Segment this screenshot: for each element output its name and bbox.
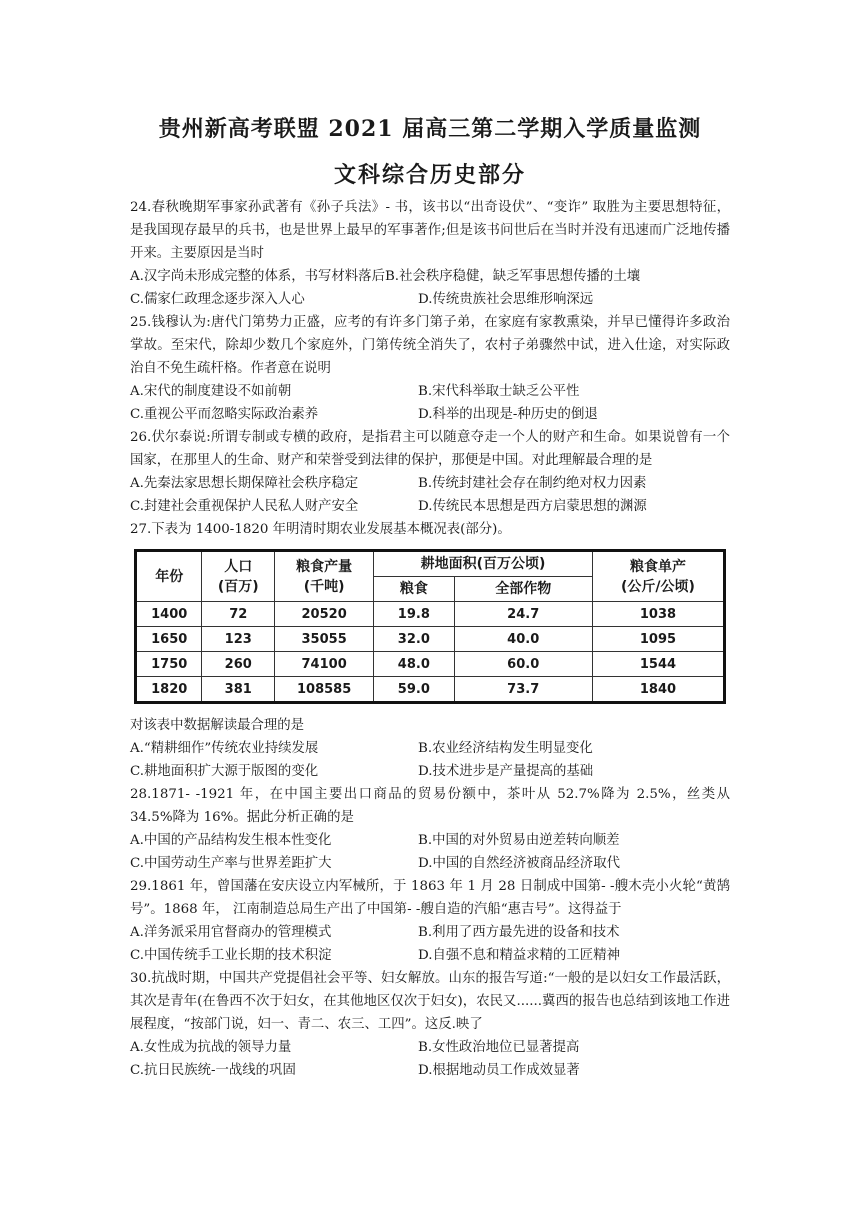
cell-year: 1820 bbox=[136, 677, 202, 703]
question-29-options-row1 bbox=[130, 921, 730, 944]
option-25-c: C.重视公平而忽略实际政治素养 bbox=[130, 407, 319, 422]
option-26-a: A.先秦法家思想长期保障社会秩序稳定 bbox=[130, 476, 359, 491]
header-grain-yield-label: 粮食单产 bbox=[629, 558, 686, 575]
question-24-options-row2 bbox=[130, 288, 730, 311]
header-area-all-crops: 全部作物 bbox=[454, 577, 592, 602]
question-27-stem: 27.下表为 1400-1820 年明清时期农业发展基本概况表(部分)。 bbox=[130, 522, 511, 537]
option-26-d: D.传统民本思想是西方启蒙思想的渊源 bbox=[418, 499, 647, 514]
option-28-b: B.中国的对外贸易由逆差转向顺差 bbox=[418, 833, 620, 848]
option-27-b: B.农业经济结构发生明显变化 bbox=[418, 741, 593, 756]
cell-area-all: 40.0 bbox=[454, 627, 592, 652]
option-27-c: C.耕地面积扩大源于版图的变化 bbox=[130, 764, 319, 779]
option-27-d: D.技术进步是产量提高的基础 bbox=[418, 764, 594, 779]
cell-population: 123 bbox=[202, 627, 275, 652]
option-30-a: A.女性成为抗战的领导力量 bbox=[130, 1040, 292, 1055]
table-row bbox=[136, 627, 725, 652]
question-26-options-row1 bbox=[130, 472, 730, 495]
cell-grain-output: 35055 bbox=[275, 627, 374, 652]
cell-area-grain: 59.0 bbox=[374, 677, 454, 703]
agriculture-data-table bbox=[134, 549, 726, 704]
question-26-stem: 26.伏尔泰说:所谓专制或专横的政府，是指君主可以随意夺走一个人的财产和生命。如果说曾有一个国家，在那里人的生命、财产和荣誉受到法律的保护，那便是中国。对此理解最合理的是 bbox=[130, 430, 730, 468]
question-25-options-row2 bbox=[130, 403, 730, 426]
question-27-options-row1 bbox=[130, 737, 730, 760]
cell-area-grain: 32.0 bbox=[374, 627, 454, 652]
option-24-b: B.社会秩序稳健，缺乏军事思想传播的土壤 bbox=[384, 269, 641, 284]
option-28-a: A.中国的产品结构发生根本性变化 bbox=[130, 833, 332, 848]
cell-yield: 1840 bbox=[592, 677, 724, 703]
question-30-options-row2 bbox=[130, 1059, 730, 1082]
option-24-a: A.汉字尚未形成完整的体系，书写材料落后 bbox=[130, 269, 385, 284]
page-title: 贵州新高考联盟 2021 届高三第二学期入学质量监测 bbox=[158, 116, 702, 142]
cell-year: 1400 bbox=[136, 602, 202, 627]
cell-grain-output: 20520 bbox=[275, 602, 374, 627]
question-28-options-row1 bbox=[130, 829, 730, 852]
cell-population: 381 bbox=[202, 677, 275, 703]
question-30-options-row1 bbox=[130, 1036, 730, 1059]
option-29-c: C.中国传统手工业长期的技术积淀 bbox=[130, 948, 332, 963]
question-27-options-row2 bbox=[130, 760, 730, 783]
table-row bbox=[136, 602, 725, 627]
cell-yield: 1038 bbox=[592, 602, 724, 627]
option-26-c: C.封建社会重视保护人民私人财产安全 bbox=[130, 499, 359, 514]
cell-population: 72 bbox=[202, 602, 275, 627]
question-27-prompt: 对该表中数据解读最合理的是 bbox=[130, 718, 305, 733]
question-24-stem: 24.春秋晚期军事家孙武著有《孙子兵法》- 书，该书以“出奇设伏”、“变诈” 取胜为主要思想特征， 是我国现存最早的兵书，也是世界上最早的军事著作;但是该书问世后在当时并没有迅速而广泛地传播开来。主要原因是当时 bbox=[130, 200, 730, 261]
option-25-d: D.科举的出现是-种历史的倒退 bbox=[418, 407, 598, 422]
question-30-stem: 30.抗战时期，中国共产党提倡社会平等、妇女解放。山东的报告写道:“一般的是以妇女工作最活跃，其次是青年(在鲁西不次于妇女，在其他地区仅次于妇女)，农民又......冀西的报告也总结到该地工作进展程度，“按部门说，妇一、青二、农三、工四”。这反.映了 bbox=[130, 971, 730, 1032]
option-29-a: A.洋务派采用官督商办的管理模式 bbox=[130, 925, 332, 940]
cell-year: 1750 bbox=[136, 652, 202, 677]
option-24-c: C.儒家仁政理念逐步深入人心 bbox=[130, 292, 305, 307]
cell-yield: 1544 bbox=[592, 652, 724, 677]
cell-area-all: 24.7 bbox=[454, 602, 592, 627]
header-grain-output bbox=[275, 551, 374, 602]
header-population-unit: (百万) bbox=[217, 578, 259, 595]
cell-area-grain: 48.0 bbox=[374, 652, 454, 677]
header-cultivated-area: 耕地面积(百万公顷) bbox=[374, 551, 593, 577]
header-grain-yield bbox=[592, 551, 724, 602]
question-29-stem: 29.1861 年，曾国藩在安庆设立内军械所，于 1863 年 1 月 28 日制成中国第- -艘木壳小火轮“黄鹄号”。1868 年， 江南制造总局生产出了中国第- -艘自造的汽船“惠吉号”。这得益于 bbox=[130, 879, 730, 917]
table-row bbox=[136, 677, 725, 703]
option-29-b: B.利用了西方最先进的设备和技术 bbox=[418, 925, 620, 940]
option-30-d: D.根据地动员工作成效显著 bbox=[418, 1063, 580, 1078]
question-25-stem: 25.钱穆认为:唐代门第势力正盛，应考的有许多门第子弟，在家庭有家教熏染，并早已懂得许多政治掌故。至宋代，除却少数几个家庭外，门第传统全消失了，农村子弟骤然中试，进入仕途，对实际政治自不免生疏杆格。作者意在说明 bbox=[130, 315, 730, 376]
header-population bbox=[202, 551, 275, 602]
header-year: 年份 bbox=[136, 551, 202, 602]
question-29-options-row2 bbox=[130, 944, 730, 967]
cell-grain-output: 108585 bbox=[275, 677, 374, 703]
option-29-d: D.自强不息和精益求精的工匠精神 bbox=[418, 948, 620, 963]
header-grain-yield-unit: (公斤/公顷) bbox=[621, 578, 695, 595]
option-25-a: A.宋代的制度建设不如前朝 bbox=[130, 384, 292, 399]
question-28-stem: 28.1871- -1921 年，在中国主要出口商品的贸易份额中，茶叶从 52.7%降为 2.5%，丝类从 34.5%降为 16%。据此分析正确的是 bbox=[130, 787, 730, 825]
cell-area-all: 60.0 bbox=[454, 652, 592, 677]
cell-grain-output: 74100 bbox=[275, 652, 374, 677]
option-28-d: D.中国的自然经济被商品经济取代 bbox=[418, 856, 620, 871]
option-25-b: B.宋代科举取士缺乏公平性 bbox=[418, 384, 580, 399]
cell-area-all: 73.7 bbox=[454, 677, 592, 703]
cell-yield: 1095 bbox=[592, 627, 724, 652]
question-28-options-row2 bbox=[130, 852, 730, 875]
option-30-b: B.女性政治地位已显著提高 bbox=[418, 1040, 580, 1055]
question-25-options-row1 bbox=[130, 380, 730, 403]
option-26-b: B.传统封建社会存在制约绝对权力因素 bbox=[418, 476, 647, 491]
table-row bbox=[136, 652, 725, 677]
cell-area-grain: 19.8 bbox=[374, 602, 454, 627]
question-24-options-row1 bbox=[130, 265, 730, 288]
cell-population: 260 bbox=[202, 652, 275, 677]
header-grain-output-label: 粮食产量 bbox=[296, 558, 353, 575]
question-26-options-row2 bbox=[130, 495, 730, 518]
cell-year: 1650 bbox=[136, 627, 202, 652]
option-30-c: C.抗日民族统-一战线的巩固 bbox=[130, 1063, 296, 1078]
page-subtitle: 文科综合历史部分 bbox=[333, 162, 526, 188]
question-list bbox=[130, 196, 730, 1082]
option-24-d: D.传统贵族社会思维形响深远 bbox=[418, 292, 594, 307]
option-28-c: C.中国劳动生产率与世界差距扩大 bbox=[130, 856, 332, 871]
option-27-a: A.“精耕细作”传统农业持续发展 bbox=[130, 741, 319, 756]
header-population-label: 人口 bbox=[224, 558, 253, 575]
header-area-grain: 粮食 bbox=[374, 577, 454, 602]
header-grain-output-unit: (千吨) bbox=[303, 578, 345, 595]
